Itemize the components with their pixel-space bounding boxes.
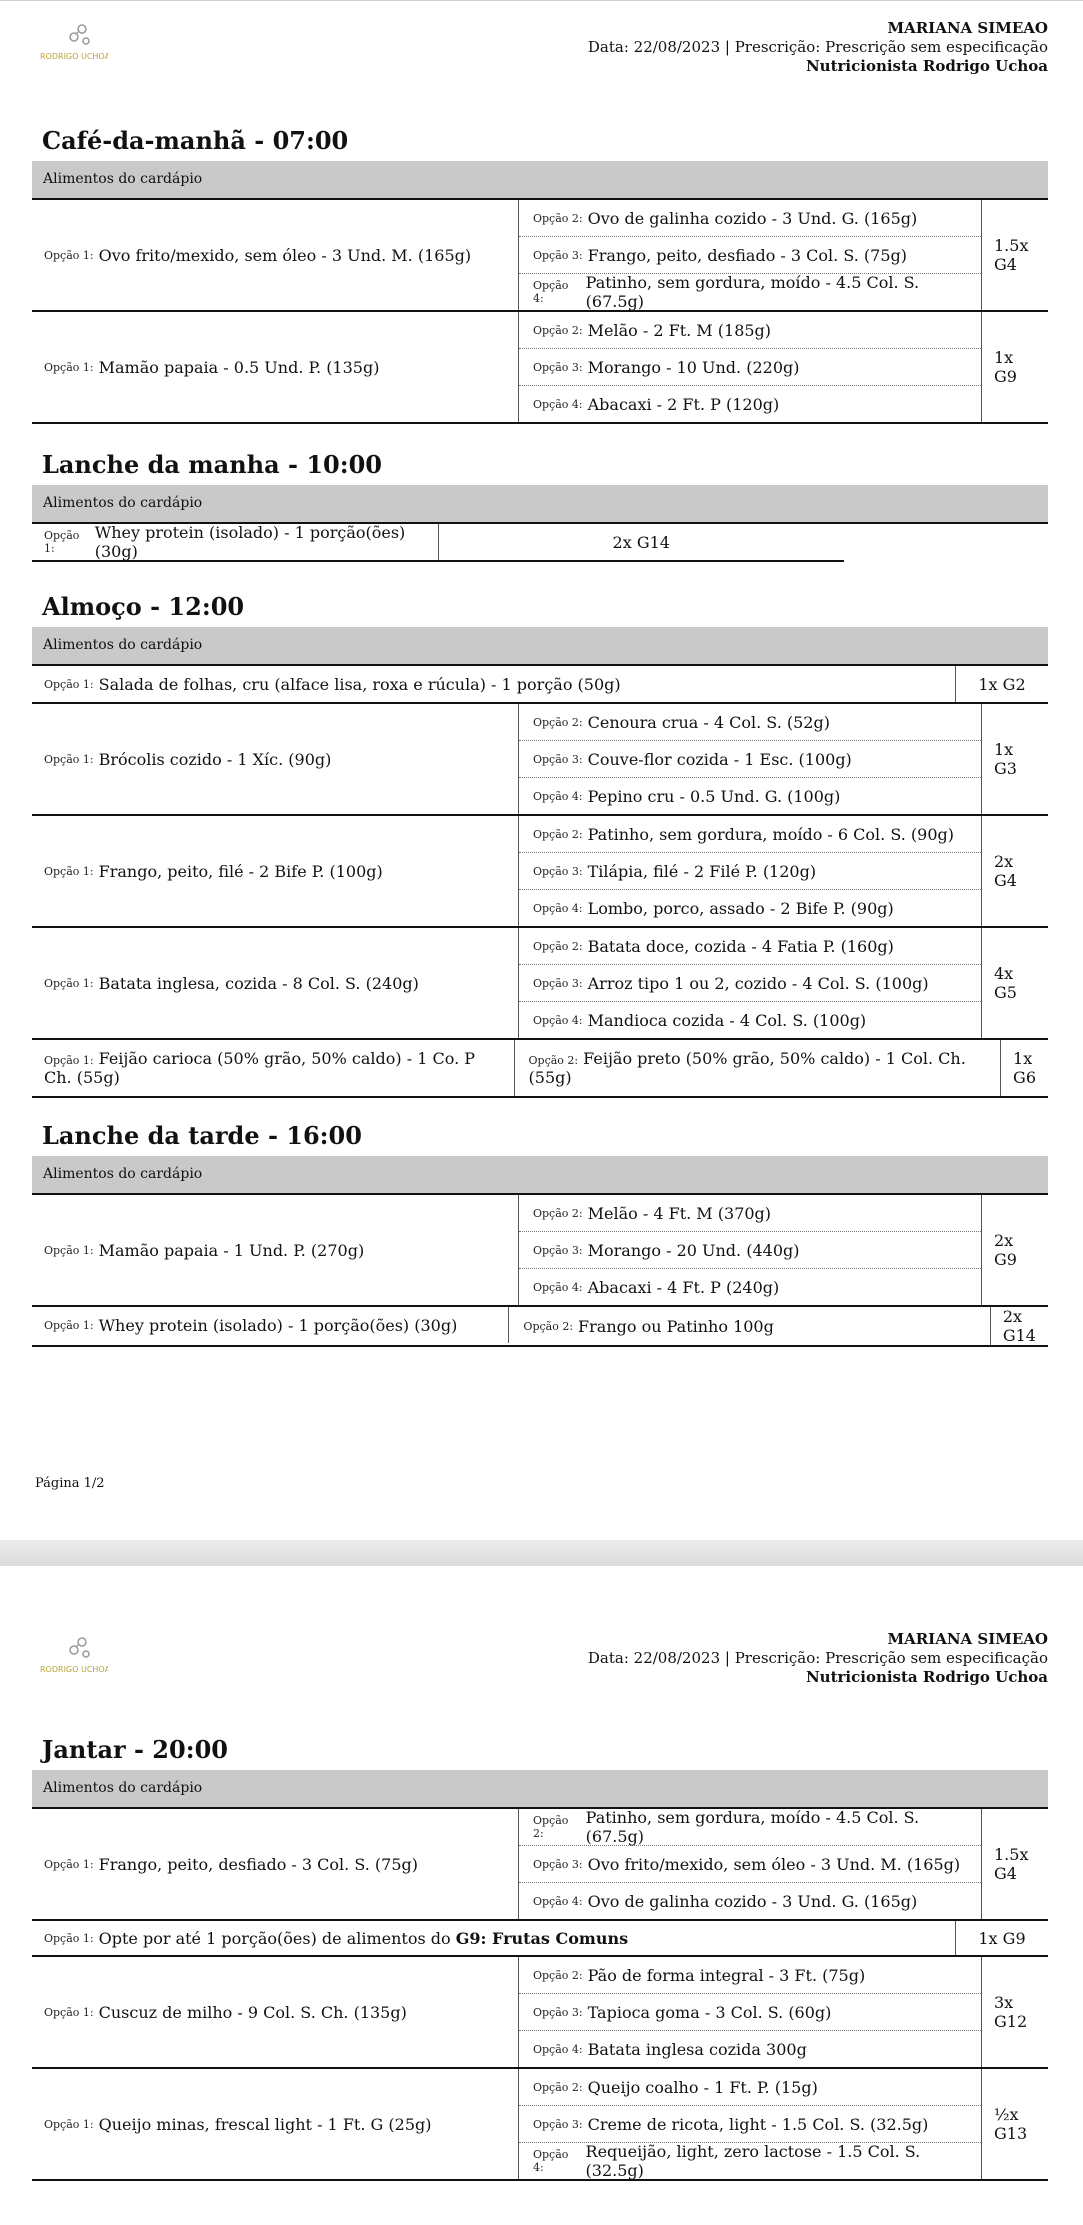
- list-item: Opção 3: Tilápia, filé - 2 Filé P. (120g): [519, 853, 981, 890]
- table-row: [32, 1307, 1048, 1347]
- list-item: Opção 2: Pão de forma integral - 3 Ft. (75g): [519, 1957, 981, 1994]
- main-option: Opção 1: Frango, peito, filé - 2 Bife P. (100g): [32, 816, 519, 926]
- list-item: Opção 2: Patinho, sem gordura, moído - 4.5 Col. S. (67.5g): [519, 1809, 981, 1846]
- table-row: [32, 704, 1048, 816]
- list-item: Opção 3: Morango - 10 Und. (220g): [519, 349, 981, 386]
- meal-lanche-tarde: [32, 1116, 1048, 1347]
- list-item: Opção 4: Requeijão, light, zero lactose - 1.5 Col. S. (32.5g): [533, 2142, 921, 2180]
- list-item: Opção 4: Abacaxi - 2 Ft. P (120g): [533, 394, 780, 414]
- alt-options: [519, 1809, 982, 1919]
- meal-cafe: [32, 121, 1048, 424]
- cardapio-header: Alimentos do cardápio: [32, 161, 1048, 200]
- list-item: Opção 3: Ovo frito/mexido, sem óleo - 3 Und. M. (165g): [519, 1846, 981, 1883]
- list-item: Opção 2: Cenoura crua - 4 Col. S. (52g): [519, 704, 981, 741]
- group-value: 4x G5: [994, 964, 1017, 1002]
- alt-options: [519, 816, 982, 926]
- group-value: 1x G6: [1013, 1049, 1036, 1087]
- main-option: Opção 1: Frango, peito, desfiado - 3 Col. S. (75g): [32, 1809, 519, 1919]
- cardapio-header: Alimentos do cardápio: [32, 1156, 1048, 1195]
- group-value: 1x G9: [978, 1928, 1026, 1948]
- meal-title: Jantar - 20:00: [42, 1735, 228, 1764]
- table-row: [32, 1957, 1048, 2069]
- group-value: 2x G14: [612, 532, 670, 552]
- main-option: Opção 1: Mamão papaia - 1 Und. P. (270g): [32, 1195, 519, 1305]
- page-2: [0, 1566, 1083, 2225]
- prescription-info: Data: 22/08/2023 | Prescrição: Prescrição sem especificação: [587, 1649, 1048, 1667]
- list-item: Opção 3: Couve-flor cozida - 1 Esc. (100g): [519, 741, 981, 778]
- main-option: Opção 1: Queijo minas, frescal light - 1 Ft. G (25g): [32, 2069, 519, 2179]
- list-item: Opção 2: Patinho, sem gordura, moído - 6 Col. S. (90g): [519, 816, 981, 853]
- group-value: 1.5x G4: [994, 1845, 1029, 1883]
- group-value: 1x G9: [994, 348, 1017, 386]
- table-row: [32, 524, 844, 562]
- alt-options: [519, 1957, 982, 2067]
- cardapio-header: Alimentos do cardápio: [32, 485, 1048, 524]
- alt-option: Opção 2: Frango ou Patinho 100g: [509, 1307, 990, 1345]
- table-row: [32, 1195, 1048, 1307]
- group-value: 1x G3: [994, 740, 1017, 778]
- group-value: 2x G9: [994, 1231, 1017, 1269]
- group-value: 3x G12: [994, 1993, 1028, 2031]
- nutritionist-name: Nutricionista Rodrigo Uchoa: [805, 57, 1048, 75]
- meal-title: Lanche da manha - 10:00: [42, 450, 382, 479]
- logo: [38, 1636, 108, 1680]
- table-row: [32, 1921, 1048, 1957]
- list-item: Opção 4: Mandioca cozida - 4 Col. S. (100g): [533, 1010, 867, 1030]
- list-item: Opção 4: Abacaxi - 4 Ft. P (240g): [533, 1277, 780, 1297]
- alt-options: [519, 1195, 982, 1305]
- table-row: [32, 1040, 1048, 1098]
- main-option: Opção 1: Brócolis cozido - 1 Xíc. (90g): [32, 704, 519, 814]
- meal-jantar: [32, 1730, 1048, 2181]
- meal-title: Almoço - 12:00: [42, 592, 245, 621]
- main-option: Opção 1: Mamão papaia - 0.5 Und. P. (135g): [32, 312, 519, 422]
- main-option: Opção 1: Salada de folhas, cru (alface lisa, roxa e rúcula) - 1 porção (50g): [32, 666, 956, 702]
- page-separator: [0, 1540, 1083, 1566]
- alt-option: Opção 2: Feijão preto (50% grão, 50% caldo) - 1 Col. Ch. (55g): [515, 1040, 1002, 1096]
- page-number: Página 1/2: [35, 1476, 105, 1491]
- list-item: Opção 3: Morango - 20 Und. (440g): [519, 1232, 981, 1269]
- list-item: Opção 3: Arroz tipo 1 ou 2, cozido - 4 Col. S. (100g): [519, 965, 981, 1002]
- meal-title: Café-da-manhã - 07:00: [42, 126, 349, 155]
- main-option: Opção 1: Whey protein (isolado) - 1 porção(ões) (30g): [32, 1307, 509, 1343]
- main-option: Opção 1: Whey protein (isolado) - 1 porção(ões) (30g): [32, 524, 439, 560]
- list-item: Opção 3: Frango, peito, desfiado - 3 Col. S. (75g): [519, 237, 981, 274]
- group-value: 1.5x G4: [994, 236, 1029, 274]
- list-item: Opção 2: Queijo coalho - 1 Ft. P. (15g): [519, 2069, 981, 2106]
- list-item: Opção 2: Melão - 4 Ft. M (370g): [519, 1195, 981, 1232]
- group-value: 2x G4: [994, 852, 1017, 890]
- list-item: Opção 3: Creme de ricota, light - 1.5 Col. S. (32.5g): [519, 2106, 981, 2143]
- logo-text: RODRIGO UCHOA: [40, 1665, 108, 1674]
- list-item: Opção 4: Batata inglesa cozida 300g: [533, 2039, 807, 2059]
- patient-name: MARIANA SIMEAO: [887, 1630, 1048, 1648]
- cardapio-header: Alimentos do cardápio: [32, 627, 1048, 666]
- list-item: Opção 3: Tapioca goma - 3 Col. S. (60g): [519, 1994, 981, 2031]
- meal-almoco: [32, 587, 1048, 1098]
- group-value: 2x G14: [1002, 1307, 1036, 1345]
- logo-text: RODRIGO UCHOA: [40, 52, 108, 61]
- header-info: [588, 1630, 1048, 1687]
- table-row: [32, 928, 1048, 1040]
- list-item: Opção 4: Pepino cru - 0.5 Und. G. (100g): [533, 786, 841, 806]
- table-row: [32, 1809, 1048, 1921]
- table-row: [32, 2069, 1048, 2181]
- alt-options: [519, 704, 982, 814]
- list-item: Opção 2: Batata doce, cozida - 4 Fatia P. (160g): [519, 928, 981, 965]
- alt-options: [519, 928, 982, 1038]
- patient-name: MARIANA SIMEAO: [887, 19, 1048, 37]
- nutritionist-name: Nutricionista Rodrigo Uchoa: [805, 1668, 1048, 1686]
- alt-options: [519, 2069, 982, 2179]
- list-item: Opção 2: Melão - 2 Ft. M (185g): [519, 312, 981, 349]
- group-value: 1x G2: [978, 674, 1026, 694]
- list-item: Opção 4: Lombo, porco, assado - 2 Bife P. (90g): [533, 898, 894, 918]
- list-item: Opção 4: Patinho, sem gordura, moído - 4.5 Col. S. (67.5g): [533, 273, 920, 311]
- table-row: [32, 666, 1048, 704]
- prescription-info: Data: 22/08/2023 | Prescrição: Prescrição sem especificação: [587, 38, 1048, 56]
- table-row: [32, 312, 1048, 424]
- cardapio-header: Alimentos do cardápio: [32, 1770, 1048, 1809]
- main-option: Opção 1: Batata inglesa, cozida - 8 Col. S. (240g): [32, 928, 519, 1038]
- list-item: Opção 4: Ovo de galinha cozido - 3 Und. G. (165g): [533, 1891, 918, 1911]
- header-info: [588, 19, 1048, 76]
- main-option: Opção 1: Feijão carioca (50% grão, 50% caldo) - 1 Co. P Ch. (55g): [32, 1040, 515, 1096]
- alt-options: [519, 312, 982, 422]
- main-option: Opção 1: Ovo frito/mexido, sem óleo - 3 Und. M. (165g): [32, 200, 519, 310]
- main-option: Opção 1: Cuscuz de milho - 9 Col. S. Ch. (135g): [32, 1957, 519, 2067]
- main-option: Opção 1: Opte por até 1 porção(ões) de alimentos do G9: Frutas Comuns: [32, 1921, 956, 1955]
- table-row: [32, 816, 1048, 928]
- table-row: [32, 200, 1048, 312]
- meal-title: Lanche da tarde - 16:00: [42, 1121, 362, 1150]
- list-item: Opção 2: Ovo de galinha cozido - 3 Und. G. (165g): [519, 200, 981, 237]
- group-value: ½x G13: [994, 2105, 1028, 2143]
- alt-options: [519, 200, 982, 310]
- logo: [38, 23, 108, 67]
- meal-lanche-manha: [32, 445, 1048, 562]
